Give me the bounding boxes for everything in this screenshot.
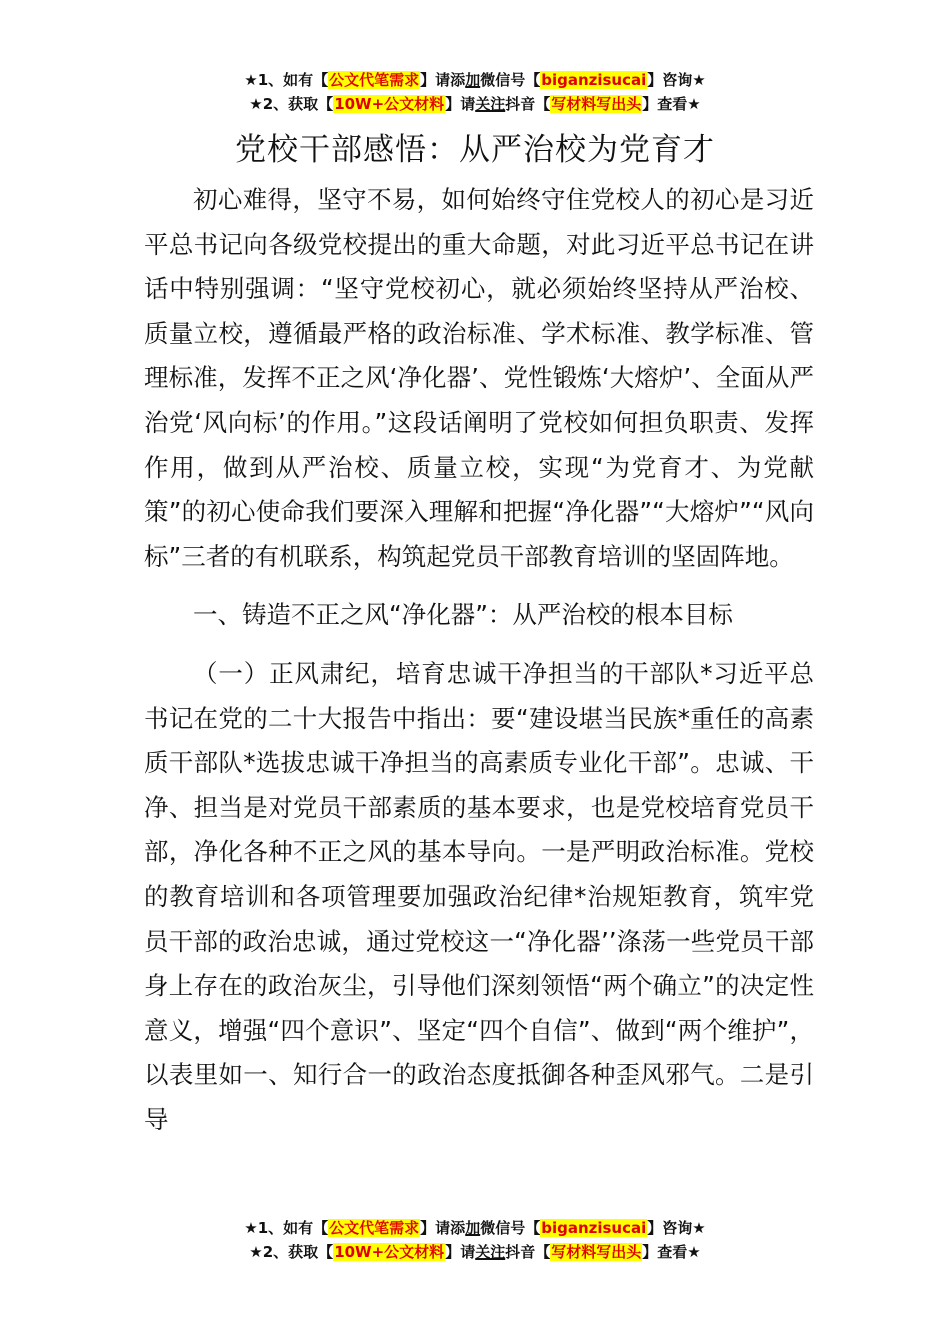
footer-banner <box>0 1216 950 1264</box>
banner-text: 】查看★ <box>642 95 701 113</box>
banner-text: ★2、获取【 <box>249 1243 334 1261</box>
banner-line-2 <box>0 92 950 116</box>
banner-highlight: biganzisucai <box>541 1219 647 1237</box>
paragraph-intro: 初心难得，坚守不易，如何始终守住党校人的初心是习近平总书记向各级党校提出的重大命题，对此习近平总书记在讲话中特别强调：“坚守党校初心，就必须始终坚持从严治校、质量立校，遵循最严格的政治标准、学术标准、教学标准、管理标准，发挥不正之风‘净化器’、党性锻炼‘大熔炉’、全面从严治党‘风向标’的作用。”这段话阐明了党校如何担负职责、发挥作用，做到从严治校、质量立校，实现“为党育才、为党献策”的初心使命我们要深入理解和把握“净化器”“大熔炉”“风向标”三者的有机联系，构筑起党员干部教育培训的坚固阵地。 <box>144 185 814 571</box>
banner-highlight: 写材料写出头 <box>551 1243 642 1261</box>
banner-highlight: biganzisucai <box>541 71 647 89</box>
header-banner <box>0 68 950 116</box>
banner-text: 】请 <box>445 1243 476 1261</box>
banner-text: 】请 <box>445 95 476 113</box>
banner-text: 】咨询★ <box>647 71 706 89</box>
banner-highlight: 公文代笔需求 <box>329 71 420 89</box>
banner-text: 抖音【 <box>505 95 551 113</box>
document-title: 党校干部感悟：从严治校为党育才 <box>235 132 715 168</box>
banner-text: ★2、获取【 <box>249 95 334 113</box>
banner-highlight: 公文代笔需求 <box>329 1219 420 1237</box>
banner-text: 微信号【 <box>480 1219 541 1237</box>
banner-line-1 <box>0 1216 950 1240</box>
banner-text: 】查看★ <box>642 1243 701 1261</box>
banner-text: 】请添 <box>420 1219 466 1237</box>
banner-highlight: 10W+公文材料 <box>334 1243 445 1261</box>
banner-text: ★1、如有【 <box>244 71 329 89</box>
paragraph-section-1: （一）正风肃纪，培育忠诚干净担当的干部队*习近平总书记在党的二十大报告中指出：要“建设堪当民族*重任的高素质干部队*选拔忠诚干净担当的高素质专业化干部”。忠诚、干净、担当是对党员干部素质的基本要求，也是党校培育党员干部，净化各种不正之风的基本导向。一是严明政治标准。党校的教育培训和各项管理要加强政治纪律*治规矩教育，筑牢党员干部的政治忠诚，通过党校这一“净化器’’涤荡一些党员干部身上存在的政治灰尘，引导他们深刻领悟“两个确立”的决定性意义，增强“四个意识”、坚定“四个自信”、做到“两个维护”，以表里如一、知行合一的政治态度抵御各种歪风邪气。二是引导 <box>144 658 814 1134</box>
banner-highlight: 写材料写出头 <box>551 95 642 113</box>
banner-highlight: 10W+公文材料 <box>334 95 445 113</box>
banner-underlined: 加 <box>465 1219 481 1237</box>
document-body <box>144 178 814 1142</box>
banner-line-1 <box>0 68 950 92</box>
banner-underlined: 关注 <box>475 1243 506 1261</box>
banner-text: ★1、如有【 <box>244 1219 329 1237</box>
banner-text: 】咨询★ <box>647 1219 706 1237</box>
banner-text: 抖音【 <box>505 1243 551 1261</box>
banner-text: 】请添 <box>420 71 466 89</box>
banner-underlined: 加 <box>465 71 481 89</box>
banner-text: 微信号【 <box>480 71 541 89</box>
section-heading: 一、铸造不正之风“净化器”：从严治校的根本目标 <box>193 600 733 630</box>
banner-underlined: 关注 <box>475 95 506 113</box>
banner-line-2 <box>0 1240 950 1264</box>
